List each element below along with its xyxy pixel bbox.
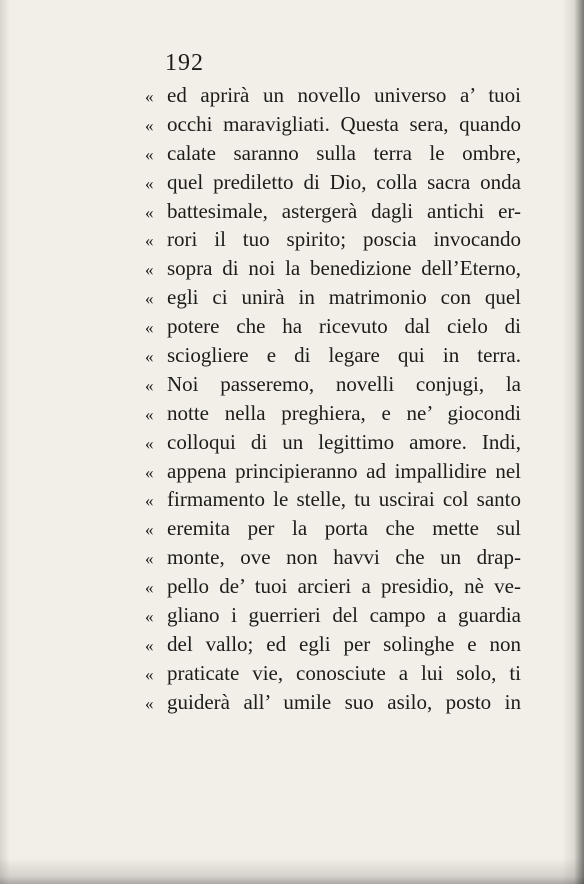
line-text: del vallo; ed egli per solinghe e non (167, 631, 521, 656)
text-line (145, 516, 521, 545)
text-line (145, 372, 521, 401)
line-text: occhi maravigliati. Questa sera, quando (167, 111, 521, 136)
text-line (145, 661, 521, 690)
line-text: battesimale, astergerà dagli antichi er- (167, 198, 521, 223)
quote-mark: « (145, 347, 154, 367)
text-line (145, 112, 521, 141)
quote-mark: « (145, 549, 154, 569)
quote-mark: « (145, 433, 154, 453)
line-text: eremita per la porta che mette sul (167, 516, 521, 541)
quote-mark: « (145, 462, 154, 482)
line-text: appena principieranno ad impallidire nel (167, 458, 521, 483)
quote-mark: « (145, 115, 154, 135)
line-text: ed aprirà un novello universo a’ tuoi (167, 83, 521, 107)
line-text: sopra di noi la benedizione dell’Eterno, (167, 256, 521, 281)
text-line (145, 690, 521, 719)
line-text: sciogliere e di legare qui in terra. (167, 343, 521, 368)
quote-mark: « (145, 520, 154, 540)
quote-mark: « (145, 491, 154, 511)
text-line (145, 430, 521, 459)
quote-mark: « (145, 87, 154, 106)
text-line (145, 314, 521, 343)
text-line (145, 170, 521, 199)
page-shadow-bottom (0, 858, 584, 884)
quote-mark: « (145, 231, 154, 251)
line-text: potere che ha ricevuto dal cielo di (167, 314, 521, 339)
quote-mark: « (145, 375, 154, 395)
line-text: egli ci unirà in matrimonio con quel (167, 285, 521, 310)
line-text: calate saranno sulla terra le ombre, (167, 140, 521, 165)
text-line (145, 459, 521, 488)
text-line (145, 83, 521, 112)
line-text: monte, ove non havvi che un drap- (167, 545, 521, 570)
quote-mark: « (145, 693, 154, 713)
line-text: colloqui di un legittimo amore. Indi, (167, 429, 521, 454)
quote-mark: « (145, 578, 154, 598)
line-text: guiderà all’ umile suo asilo, posto in (167, 689, 521, 714)
text-line (145, 401, 521, 430)
quote-mark: « (145, 289, 154, 309)
text-line (145, 487, 521, 516)
page-number: 192 (165, 50, 204, 76)
text-line (145, 199, 521, 228)
text-line (145, 227, 521, 256)
line-text: Noi passeremo, novelli conjugi, la (167, 371, 521, 396)
line-text: praticate vie, conosciute a lui solo, ti (167, 660, 521, 685)
quote-mark: « (145, 173, 154, 193)
text-line (145, 545, 521, 574)
quote-mark: « (145, 635, 154, 655)
page-shadow-right (562, 0, 584, 884)
text-line (145, 256, 521, 285)
line-text: firmamento le stelle, tu uscirai col santo (167, 487, 521, 512)
text-line (145, 285, 521, 314)
quote-mark: « (145, 144, 154, 164)
quote-mark: « (145, 260, 154, 280)
text-block (145, 83, 521, 719)
quote-mark: « (145, 404, 154, 424)
text-line (145, 632, 521, 661)
line-text: pello de’ tuoi arcieri a presidio, nè ve- (167, 574, 521, 599)
quote-mark: « (145, 202, 154, 222)
line-text: quel prediletto di Dio, colla sacra onda (167, 169, 521, 194)
text-line (145, 343, 521, 372)
text-line (145, 603, 521, 632)
line-text: gliano i guerrieri del campo a guardia (167, 603, 521, 628)
page-shadow-left (0, 0, 10, 884)
line-text: notte nella preghiera, e ne’ giocondi (167, 400, 521, 425)
line-text: rori il tuo spirito; poscia invocando (167, 227, 521, 252)
text-line (145, 574, 521, 603)
quote-mark: « (145, 318, 154, 338)
quote-mark: « (145, 607, 154, 627)
quote-mark: « (145, 664, 154, 684)
text-line (145, 141, 521, 170)
